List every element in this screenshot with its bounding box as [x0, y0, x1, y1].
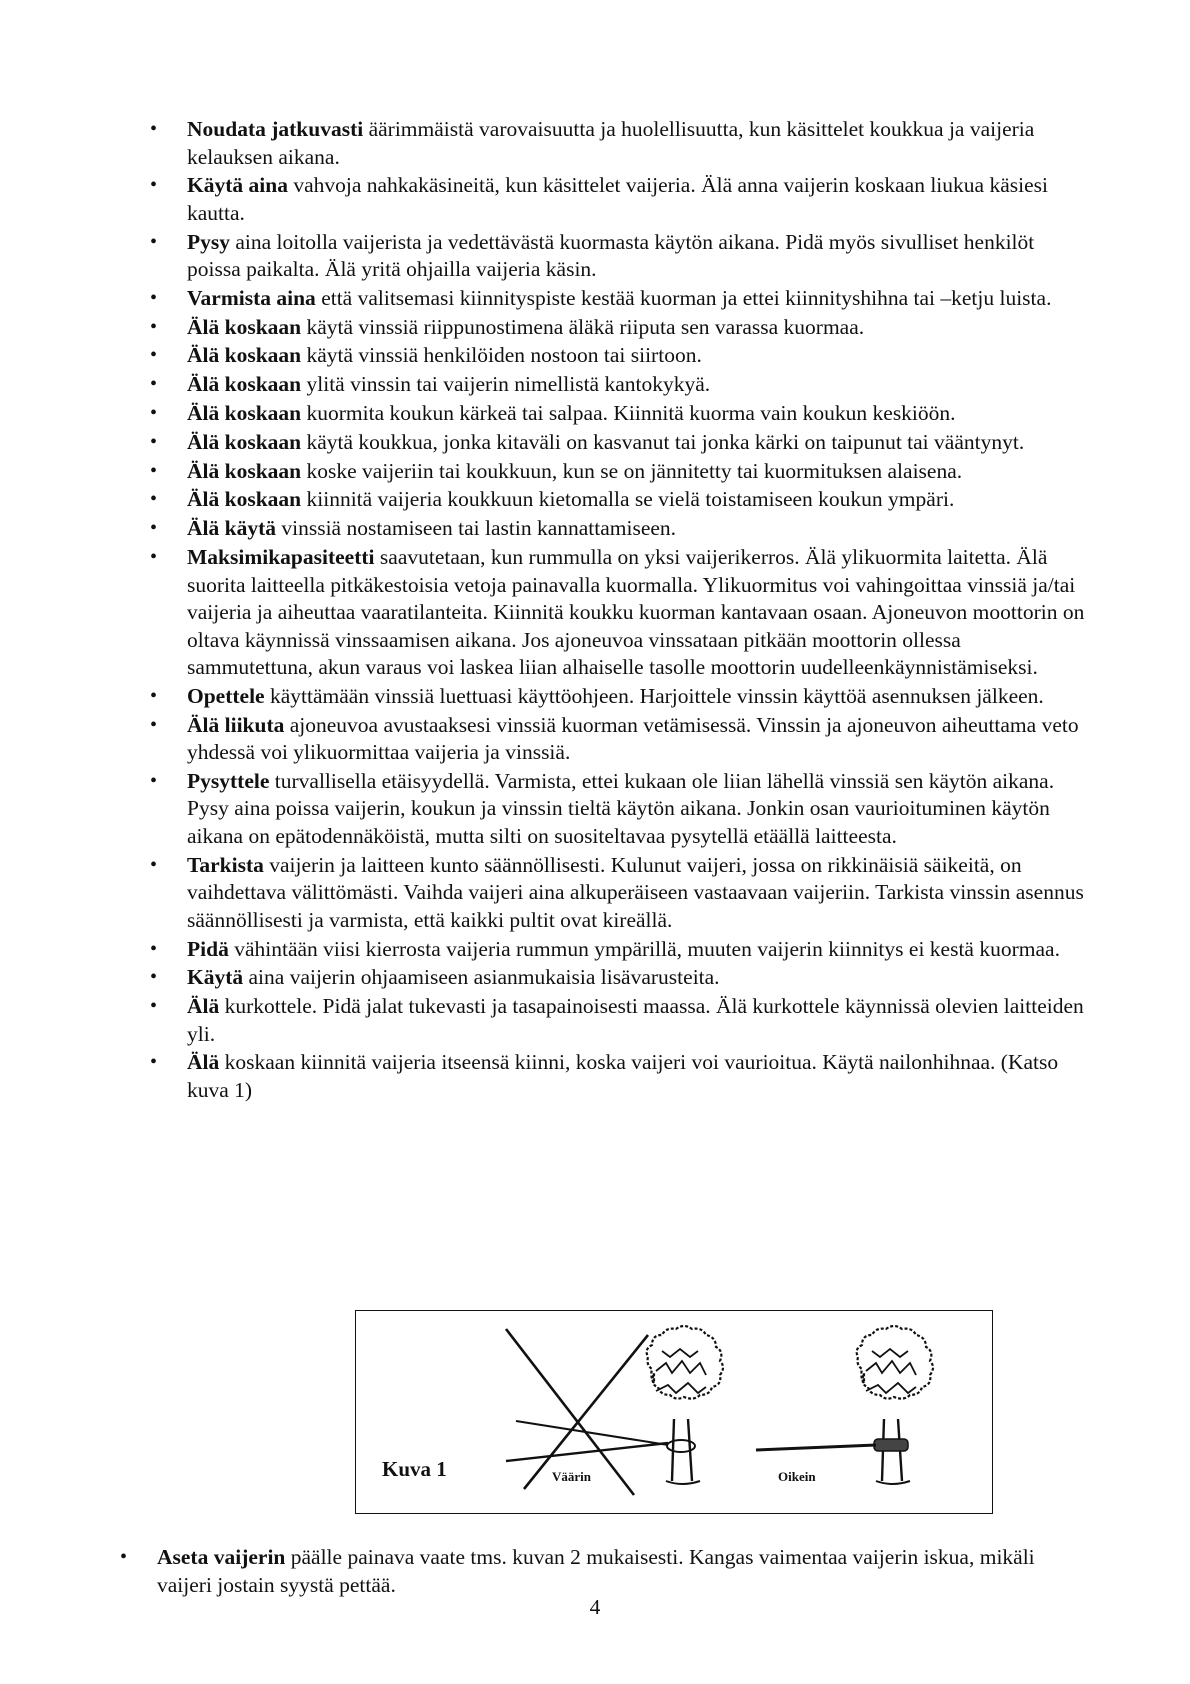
item-keyword: Älä — [187, 994, 220, 1019]
item-text: turvallisella etäisyydellä. Varmista, ettei kukaan ole liian lähellä vinssiä sen käytön aikana. Pysy aina poissa vaijerin, koukun ja vinssin tieltä käytön aikana. Jonkin osan vaurioituminen käytön aikana on epätodennäköistä, mutta silti on suositeltavaa pysytellä etäällä laitteesta. — [187, 768, 1055, 848]
item-text: vaijerin ja laitteen kunto säännöllisesti. Kulunut vaijeri, jossa on rikkinäisiä säikeitä, on vaihdettava välittömästi. Vaihda vaijeri aina alkuperäiseen vastaavaan vaijeriin. Tarkista vinssin asennus säännöllisesti ja varmista, että kaikki pultit ovat kireällä. — [187, 852, 1084, 932]
bullet-icon: • — [150, 315, 158, 338]
list-item — [150, 768, 1090, 851]
bullet-icon: • — [150, 684, 158, 707]
tree-anchor-illustration — [356, 1311, 992, 1513]
list-item — [150, 429, 1090, 457]
item-text: että valitsemasi kiinnityspiste kestää kuorman ja ettei kiinnityshihna tai –ketju luista. — [315, 285, 1052, 310]
item-keyword: Pysyttele — [187, 768, 270, 793]
item-keyword: Käytä — [187, 965, 244, 990]
item-text: ajoneuvoa avustaaksesi vinssiä kuorman vetämisessä. Vinssin ja ajoneuvon aiheuttama veto yhdessä voi ylikuormittaa vaijeria ja vinssiä. — [187, 712, 1079, 765]
bullet-icon: • — [150, 1051, 158, 1074]
list-item — [150, 229, 1090, 284]
list-item — [150, 964, 1090, 992]
item-keyword: Noudata jatkuvasti — [187, 117, 364, 141]
bullet-icon: • — [150, 230, 158, 253]
bullet-icon: • — [150, 769, 158, 792]
item-keyword: Älä käytä — [187, 516, 276, 541]
item-keyword: Varmista aina — [187, 285, 316, 310]
item-text: vinssiä nostamiseen tai lastin kannattamiseen. — [276, 516, 677, 541]
item-keyword: Älä koskaan — [187, 458, 302, 483]
item-text: vahvoja nahkakäsineitä, kun käsittelet vaijeria. Älä anna vaijerin koskaan liukua käsiesi kautta. — [187, 173, 1048, 225]
item-text: aina loitolla vaijerista ja vedettävästä kuormasta käytön aikana. Pidä myös sivulliset henkilöt poissa paikalta. Älä yritä ohjailla vaijeria käsin. — [187, 229, 1035, 282]
item-keyword: Opettele — [187, 683, 265, 708]
item-text: käytä vinssiä henkilöiden nostoon tai siirtoon. — [301, 343, 702, 368]
tree-wrong-icon — [506, 1326, 723, 1495]
item-keyword: Aseta vaijerin — [157, 1545, 286, 1569]
list-item — [150, 371, 1090, 399]
list-item — [150, 172, 1090, 227]
bullet-icon: • — [150, 459, 158, 482]
list-item — [150, 993, 1090, 1048]
bullet-icon: • — [150, 344, 158, 367]
bullet-icon: • — [150, 995, 158, 1018]
tree-right-icon — [756, 1326, 933, 1484]
list-item — [150, 314, 1090, 342]
item-keyword: Pidä — [187, 936, 229, 961]
label-right: Oikein — [778, 1469, 816, 1484]
item-keyword: Älä koskaan — [187, 314, 302, 339]
bullet-icon: • — [150, 937, 158, 960]
item-text: saavutetaan, kun rummulla on yksi vaijerikerros. Älä ylikuormita laitetta. Älä suorita laitteella pitkäkestoisia vetoja painavalla kuormalla. Ylikuormitus voi vahingoittaa vinssiä ja/tai vaijeria ja aiheuttaa vaaratilanteita. Kiinnitä koukku kuorman kantavaan osaan. Ajoneuvon moottorin on oltava käynnissä vinssaamisen aikana. Jos ajoneuvoa vinssataan pitkään moottorin ollessa sammutettuna, akun varaus voi laskea liian alhaiselle tasolle moottorin uudelleenkäynnistämiseksi. — [187, 545, 1085, 680]
item-text: käytä koukkua, jonka kitaväli on kasvanut tai jonka kärki on taipunut tai vääntynyt. — [301, 429, 1025, 454]
list-item — [150, 936, 1090, 964]
item-keyword: Älä koskaan — [187, 343, 302, 368]
item-text: käytä vinssiä riippunostimena äläkä riiputa sen varassa kuormaa. — [301, 314, 865, 339]
final-instruction-list — [120, 1544, 1090, 1600]
list-item — [120, 1544, 1090, 1599]
item-text: ylitä vinssin tai vaijerin nimellistä kantokykyä. — [301, 372, 711, 397]
item-keyword: Älä koskaan — [187, 401, 302, 426]
list-item — [150, 1049, 1090, 1104]
item-keyword: Tarkista — [187, 852, 264, 877]
list-item — [150, 116, 1090, 171]
item-keyword: Älä koskaan — [187, 429, 302, 454]
list-item — [150, 458, 1090, 486]
bullet-icon: • — [150, 546, 158, 569]
bullet-icon: • — [150, 966, 158, 989]
item-text: kurkottele. Pidä jalat tukevasti ja tasapainoisesti maassa. Älä kurkottele käynnissä olevien laitteiden yli. — [187, 994, 1084, 1046]
item-text: käyttämään vinssiä luettuasi käyttöohjeen. Harjoittele vinssin käyttöä asennuksen jälkeen. — [264, 683, 1044, 708]
item-keyword: Älä koskaan — [187, 487, 302, 512]
item-keyword: Pysy — [187, 229, 230, 254]
list-item — [150, 342, 1090, 370]
bullet-icon: • — [150, 373, 158, 396]
item-text: kuormita koukun kärkeä tai salpaa. Kiinnitä kuorma vain koukun keskiöön. — [301, 401, 956, 426]
item-text: aina vaijerin ohjaamiseen asianmukaisia lisävarusteita. — [243, 965, 720, 990]
item-keyword: Käytä aina — [187, 173, 288, 198]
list-item — [150, 544, 1090, 682]
safety-instructions-list — [150, 116, 1090, 1106]
list-item — [150, 515, 1090, 543]
item-text: koskaan kiinnitä vaijeria itseensä kiinni, koska vaijeri voi vaurioitua. Käytä nailonhihnaa. (Katso kuva 1) — [187, 1050, 1059, 1102]
list-item — [150, 712, 1090, 767]
item-keyword: Maksimikapasiteetti — [187, 545, 375, 570]
figure-caption: Kuva 1 — [382, 1457, 447, 1481]
bullet-icon: • — [150, 430, 158, 453]
item-text: päälle painava vaate tms. kuvan 2 mukaisesti. Kangas vaimentaa vaijerin iskua, mikäli vaijeri jostain syystä pettää. — [157, 1545, 1035, 1597]
item-text: kiinnitä vaijeria koukkuun kietomalla se vielä toistamiseen koukun ympäri. — [301, 487, 955, 512]
list-item — [150, 400, 1090, 428]
bullet-icon: • — [150, 402, 158, 425]
label-wrong: Väärin — [552, 1469, 591, 1484]
bullet-icon: • — [120, 1546, 128, 1568]
item-keyword: Älä liikuta — [187, 712, 285, 737]
bullet-icon: • — [150, 517, 158, 540]
list-item — [150, 852, 1090, 935]
figure-1 — [355, 1310, 993, 1514]
list-item — [150, 486, 1090, 514]
bullet-icon: • — [150, 286, 158, 309]
bullet-icon: • — [150, 488, 158, 511]
bullet-icon: • — [150, 713, 158, 736]
bullet-icon: • — [150, 853, 158, 876]
bullet-icon: • — [150, 118, 158, 140]
page-number: 4 — [589, 1595, 601, 1619]
list-item — [150, 683, 1090, 711]
list-item — [150, 285, 1090, 313]
item-keyword: Älä koskaan — [187, 372, 302, 397]
item-text: koske vaijeriin tai koukkuun, kun se on jännitetty tai kuormituksen alaisena. — [301, 458, 963, 483]
bullet-icon: • — [150, 174, 158, 197]
item-keyword: Älä — [187, 1050, 220, 1075]
item-text: äärimmäistä varovaisuutta ja huolellisuutta, kun käsittelet koukkua ja vaijeria kelauksen aikana. — [187, 117, 1035, 169]
item-text: vähintään viisi kierrosta vaijeria rummun ympärillä, muuten vaijerin kiinnitys ei kestä kuormaa. — [228, 936, 1060, 961]
